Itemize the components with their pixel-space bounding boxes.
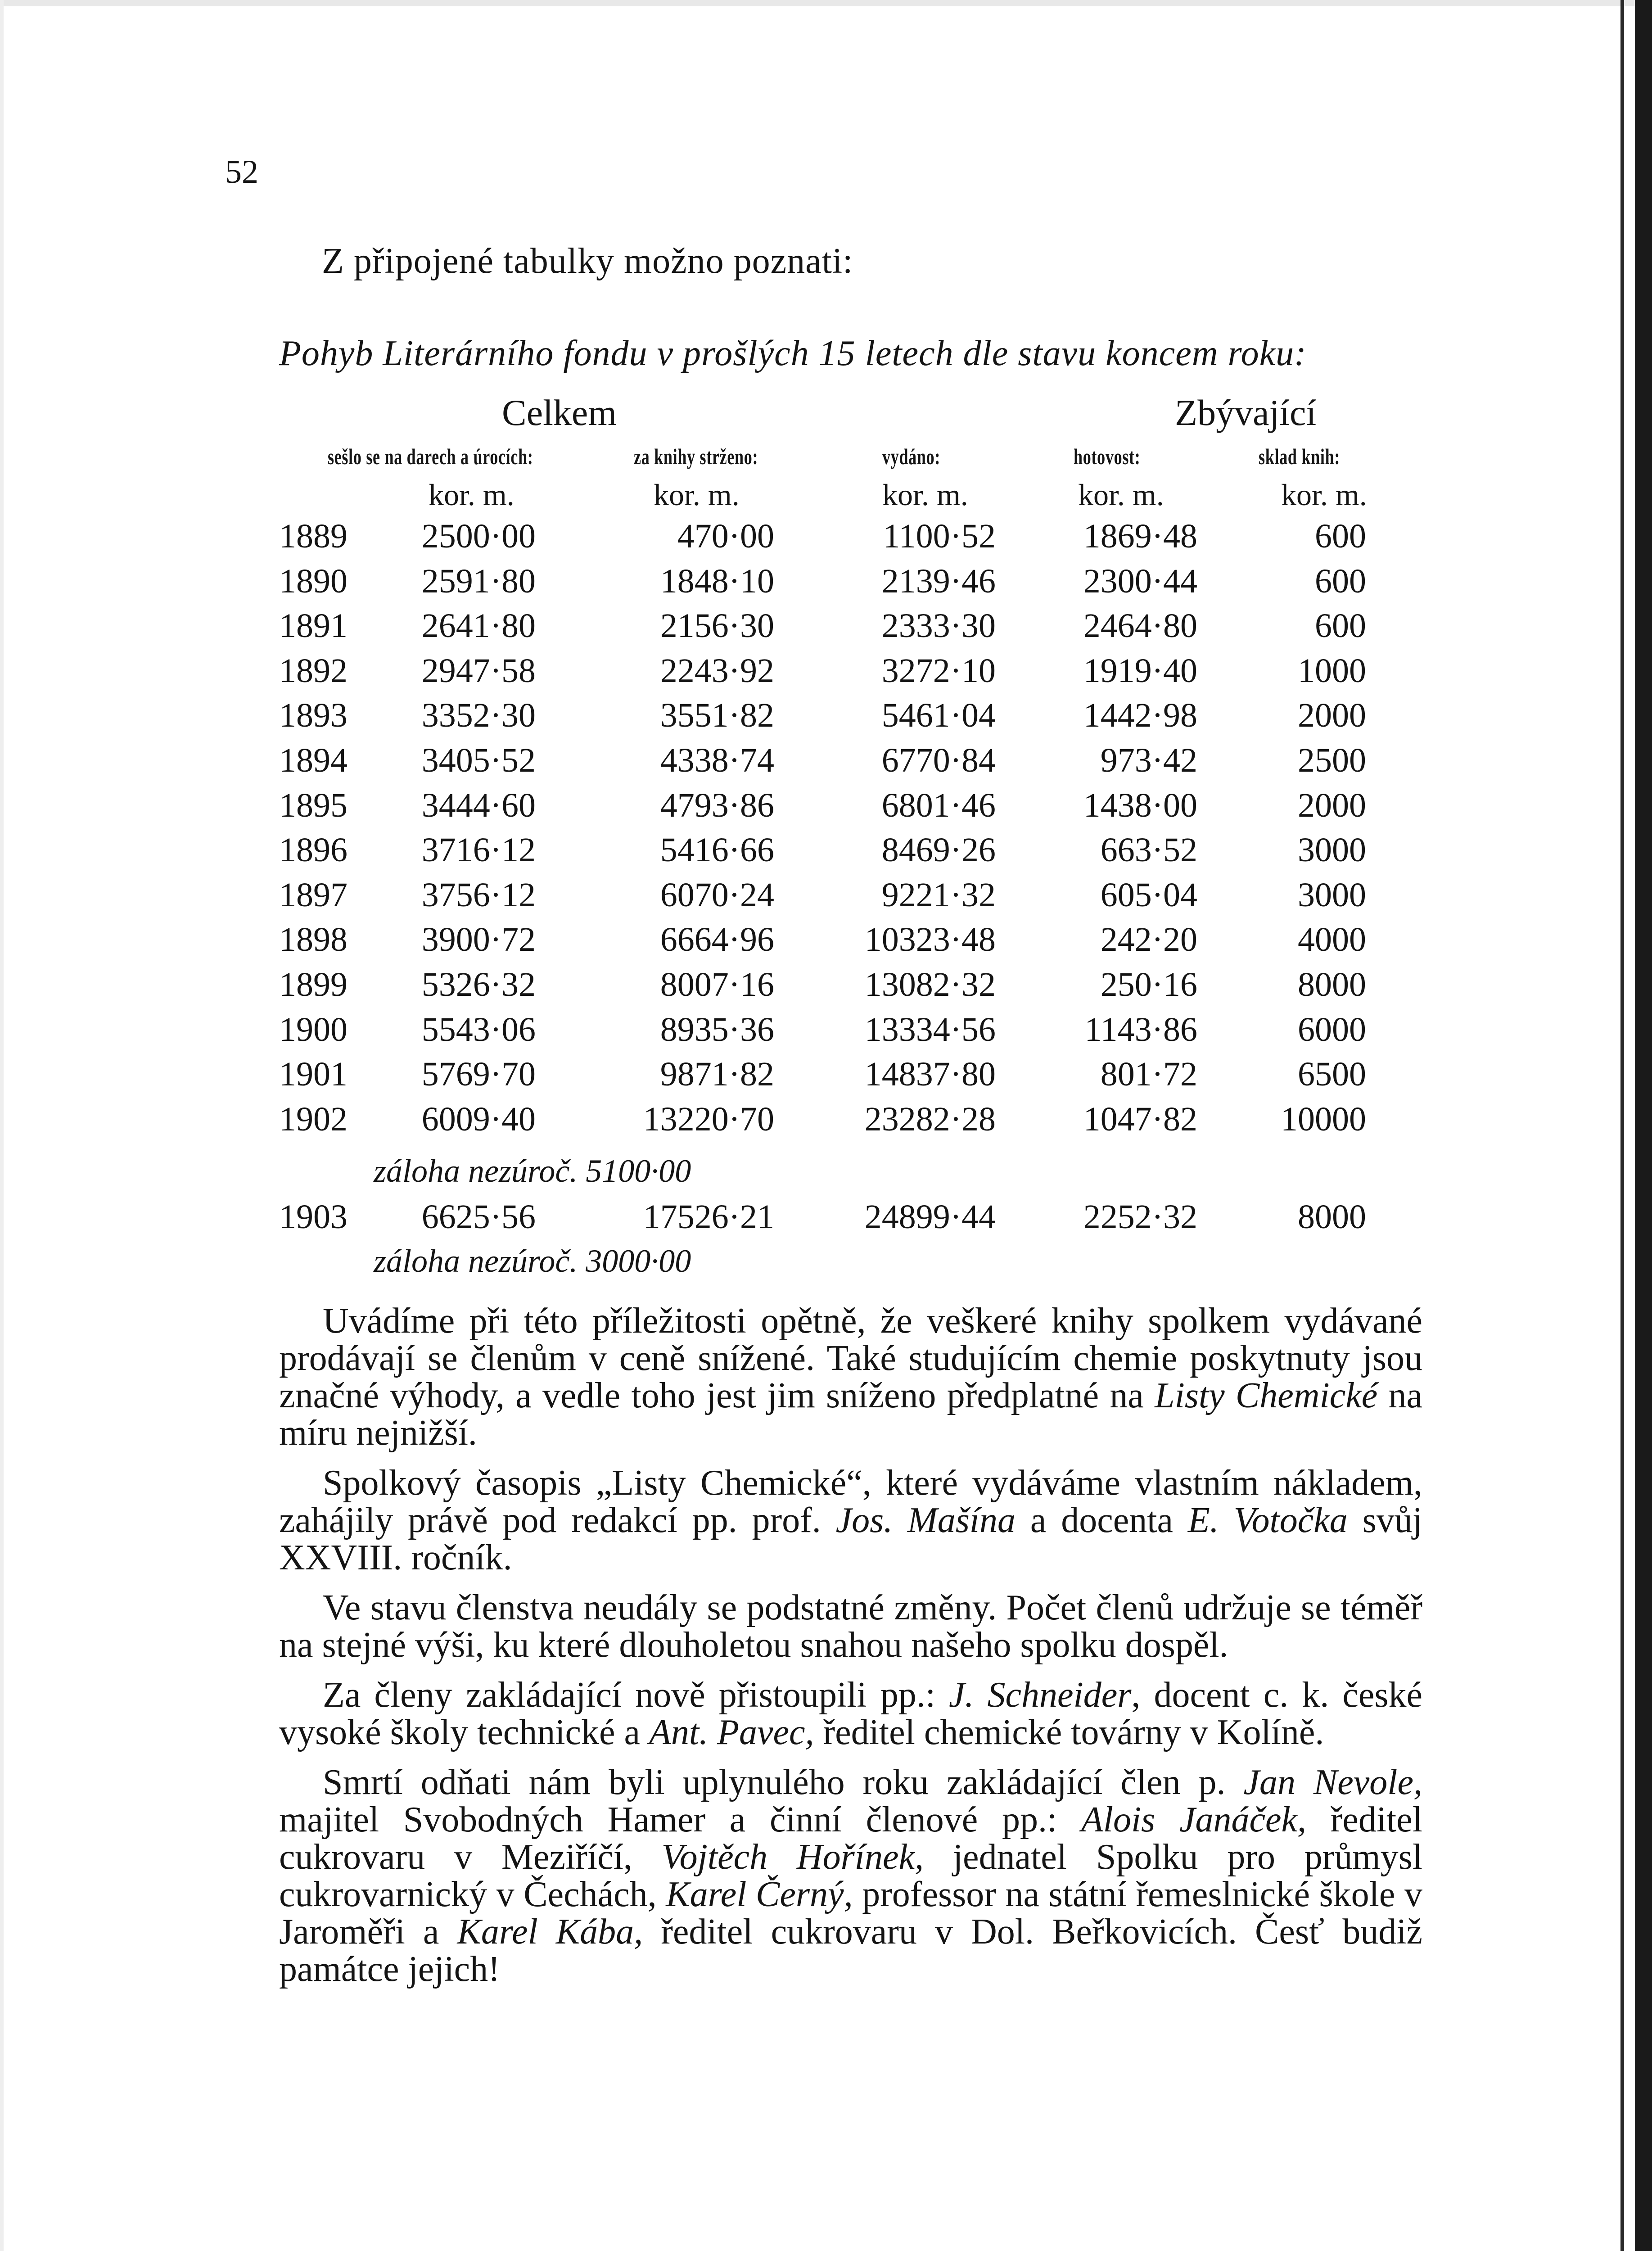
row-year: 1893 — [279, 696, 348, 735]
table-cell-c5: 1000 — [1298, 651, 1366, 690]
table-cell-c5: 8000 — [1298, 966, 1366, 1003]
table-cell-c4: 1919·40 — [1083, 651, 1197, 690]
table-cell-c5: 2000 — [1298, 696, 1366, 735]
header-celkem: Celkem — [502, 392, 617, 433]
row-year: 1889 — [279, 517, 348, 555]
table-cell-c4: 2464·80 — [1083, 607, 1197, 645]
row-year: 1902 — [279, 1100, 348, 1138]
person-name: Ant. Pavec, — [649, 1713, 814, 1752]
table-cell-c4: 1047·82 — [1083, 1100, 1197, 1138]
table-cell-c3: 2139·46 — [881, 562, 996, 600]
scan-edge-top — [0, 0, 1652, 6]
table-cell-c3: 14837·80 — [864, 1055, 996, 1094]
journal-name: Listy Chemické — [1155, 1376, 1378, 1415]
table-cell-c3: 23282·28 — [864, 1100, 996, 1138]
table-cell-c2: 8007·16 — [660, 966, 774, 1003]
scan-edge-right-line — [1620, 0, 1624, 2251]
table-caption: Pohyb Literárního fondu v prošlých 15 letech dle stavu koncem roku: — [279, 334, 1307, 373]
subheader-sklad: sklad knih: — [1259, 444, 1341, 469]
paragraph: Uvádíme při této příležitosti opětně, že veškeré knihy spolkem vydávané prodávají se členům v ceně snížené. Také studujícím chemie poskytnuty jsou značné výhody, a vedle toho jest jim sníženo předplatné na Listy Chemické na míru nejnižší. — [279, 1301, 1422, 1453]
table-cell-c4: 1442·98 — [1083, 696, 1197, 735]
row-year: 1894 — [279, 741, 348, 779]
body-text — [279, 1302, 1422, 1988]
table-cell-c1: 3900·72 — [421, 921, 536, 959]
row-year: 1903 — [279, 1198, 348, 1236]
table-cell-c1: 2947·58 — [421, 651, 536, 690]
table-cell-c4: 2300·44 — [1083, 562, 1197, 600]
table-cell-c2: 3551·82 — [660, 696, 774, 735]
table-cell-c1: 3716·12 — [421, 831, 536, 869]
table-cell-c2: 470·00 — [677, 517, 774, 555]
table-cell-c3: 8469·26 — [881, 831, 996, 869]
row-year: 1892 — [279, 651, 348, 690]
row-year: 1900 — [279, 1010, 348, 1049]
table-cell-c4: 1869·48 — [1083, 517, 1197, 555]
table-cell-c5: 2000 — [1298, 786, 1366, 824]
subheader-hotovost: hotovost: — [1074, 444, 1141, 469]
table-cell-c4: 2252·32 — [1083, 1198, 1197, 1236]
table-cell-c3: 9221·32 — [881, 876, 996, 914]
row-year: 1899 — [279, 966, 348, 1003]
table-cell-c5: 6000 — [1298, 1010, 1366, 1049]
person-name: Jan Nevole, — [1243, 1763, 1422, 1802]
row-year: 1897 — [279, 876, 348, 914]
table-cell-c5: 3000 — [1298, 876, 1366, 914]
table-cell-c1: 3405·52 — [421, 741, 536, 779]
table-cell-c2: 17526·21 — [643, 1198, 774, 1236]
person-name: Vojtěch Hořínek, — [661, 1837, 924, 1877]
row-year: 1890 — [279, 562, 348, 600]
person-name: E. Votočka — [1187, 1501, 1348, 1540]
table-cell-c2: 6070·24 — [660, 876, 774, 914]
table-cell-c4: 1438·00 — [1083, 786, 1197, 824]
row-year: 1901 — [279, 1055, 348, 1094]
intro-line: Z připojené tabulky možno poznati: — [322, 241, 853, 281]
table-cell-c3: 6770·84 — [881, 741, 996, 779]
table-cell-c5: 6500 — [1298, 1055, 1366, 1094]
person-name: Jos. Mašína — [835, 1501, 1016, 1540]
person-name: J. Schneider — [948, 1675, 1132, 1715]
table-cell-c1: 5326·32 — [421, 966, 536, 1003]
table-cell-c2: 5416·66 — [660, 831, 774, 869]
table-cell-c3: 3272·10 — [881, 651, 996, 690]
table-cell-c5: 10000 — [1281, 1100, 1366, 1138]
table-cell-c5: 4000 — [1298, 921, 1366, 959]
table-cell-c5: 3000 — [1298, 831, 1366, 869]
table-cell-c4: 250·16 — [1100, 966, 1197, 1003]
table-cell-c2: 6664·96 — [660, 921, 774, 959]
table-cell-c1: 2591·80 — [421, 562, 536, 600]
table-cell-c2: 8935·36 — [660, 1010, 774, 1049]
zaloha-note: záloha nezúroč. 3000·00 — [374, 1243, 691, 1279]
person-name: Alois Janáček, — [1081, 1800, 1307, 1840]
subheader-vydano: vydáno: — [882, 444, 941, 469]
row-year: 1891 — [279, 607, 348, 645]
row-year: 1896 — [279, 831, 348, 869]
table-cell-c1: 6625·56 — [421, 1198, 536, 1236]
table-cell-c1: 3352·30 — [421, 696, 536, 735]
table-cell-c3: 5461·04 — [881, 696, 996, 735]
table-cell-c5: 600 — [1315, 607, 1366, 645]
paragraph: Za členy zakládající nově přistoupili pp.: J. Schneider, docent c. k. české vysoké školy technické a Ant. Pavec, ředitel chemické továrny v Kolíně. — [279, 1675, 1423, 1752]
table-cell-c3: 1100·52 — [883, 517, 996, 555]
table-cell-c4: 663·52 — [1100, 831, 1197, 869]
unit-label: kor. m. — [882, 478, 968, 512]
table-cell-c2: 2156·30 — [660, 607, 774, 645]
row-year: 1898 — [279, 921, 348, 959]
table-cell-c1: 5769·70 — [421, 1055, 536, 1094]
subheader-strzeno: za knihy strženo: — [634, 444, 758, 469]
table-cell-c3: 13334·56 — [864, 1010, 996, 1049]
table-cell-c4: 605·04 — [1100, 876, 1197, 914]
page-number: 52 — [225, 154, 258, 190]
table-cell-c3: 10323·48 — [864, 921, 996, 959]
table-cell-c1: 3756·12 — [421, 876, 536, 914]
table-cell-c3: 2333·30 — [881, 607, 996, 645]
table-cell-c1: 5543·06 — [421, 1010, 536, 1049]
table-cell-c1: 2500·00 — [421, 517, 536, 555]
header-zbyvajici: Zbývající — [1175, 392, 1317, 433]
row-year: 1895 — [279, 786, 348, 824]
scan-edge-left — [0, 0, 4, 2251]
table-cell-c3: 13082·32 — [864, 966, 996, 1003]
unit-label: kor. m. — [1281, 478, 1367, 512]
table-cell-c5: 600 — [1315, 562, 1366, 600]
table-cell-c4: 242·20 — [1100, 921, 1197, 959]
person-name: Karel Kába, — [457, 1912, 643, 1952]
person-name: Karel Černý, — [666, 1875, 853, 1914]
table-cell-c4: 973·42 — [1100, 741, 1197, 779]
scan-edge-right — [1635, 0, 1652, 2251]
paragraph: Ve stavu členstva neudály se podstatné změny. Počet členů udržuje se téměř na stejné výši, ku které dlouholetou snahou našeho spolku dospěl. — [279, 1588, 1422, 1665]
subheader-seslo: sešlo se na darech a úrocích: — [328, 444, 533, 469]
unit-label: kor. m. — [429, 478, 515, 512]
paragraph: Spolkový časopis „Listy Chemické“, které vydáváme vlastním nákladem, zahájily právě pod redakcí pp. prof. Jos. Mašína a docenta E. Votočka svůj XXVIII. ročník. — [279, 1463, 1422, 1578]
table-cell-c5: 2500 — [1298, 741, 1366, 779]
table-cell-c3: 6801·46 — [881, 786, 996, 824]
table-cell-c2: 13220·70 — [643, 1100, 774, 1138]
table-cell-c5: 600 — [1315, 517, 1366, 555]
unit-label: kor. m. — [1078, 478, 1164, 512]
table-cell-c3: 24899·44 — [864, 1198, 996, 1236]
table-cell-c4: 801·72 — [1100, 1055, 1197, 1094]
table-cell-c2: 1848·10 — [660, 562, 774, 600]
table-cell-c4: 1143·86 — [1084, 1010, 1197, 1049]
paragraph: Smrtí odňati nám byli uplynulého roku zakládající člen p. Jan Nevole, majitel Svobodných Hamer a činní členové pp.: Alois Janáček, ředitel cukrovaru v Meziříčí, Vojtěch Hořínek, jednatel Spolku pro průmysl cukrovarnický v Čechách, Karel Černý, professor na státní řemeslnické škole v Jaroměři a Karel Kába, ředitel cukrovaru v Dol. Beřkovicích. Česť budiž památce jejich! — [279, 1763, 1423, 1989]
zaloha-note: záloha nezúroč. 5100·00 — [374, 1153, 691, 1189]
table-cell-c1: 2641·80 — [421, 607, 536, 645]
table-cell-c1: 3444·60 — [421, 786, 536, 824]
table-cell-c2: 4793·86 — [660, 786, 774, 824]
table-cell-c1: 6009·40 — [421, 1100, 536, 1138]
table-cell-c5: 8000 — [1298, 1198, 1366, 1236]
table-cell-c2: 2243·92 — [660, 651, 774, 690]
table-cell-c2: 9871·82 — [660, 1055, 774, 1094]
table-cell-c2: 4338·74 — [660, 741, 774, 779]
unit-label: kor. m. — [654, 478, 740, 512]
